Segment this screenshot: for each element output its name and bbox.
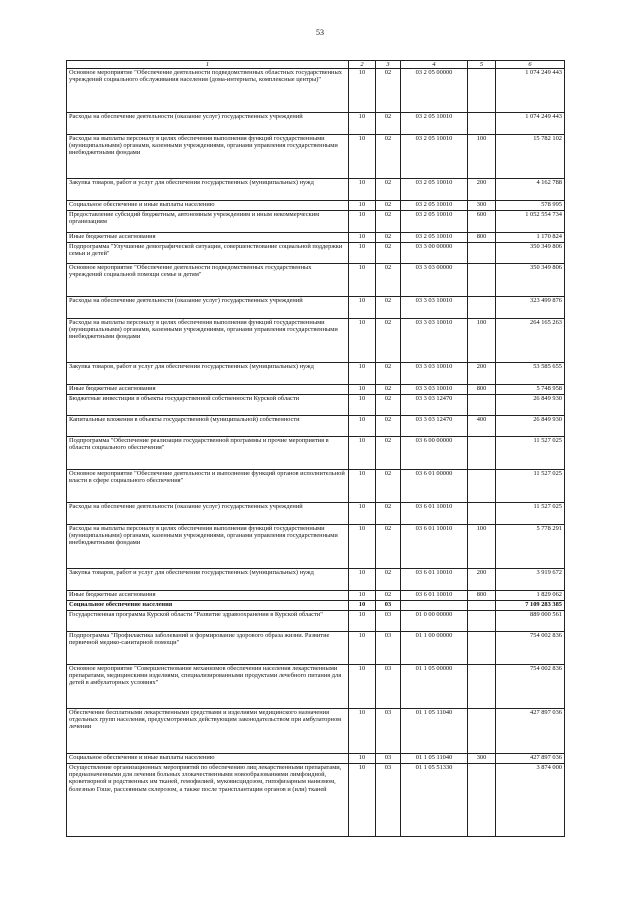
row-col3-cell: 02	[376, 363, 401, 385]
table-row	[67, 264, 565, 297]
row-col3-cell: 02	[376, 201, 401, 211]
row-amount-cell: 5 778 291	[496, 525, 565, 569]
row-type-cell: 800	[468, 233, 496, 243]
row-amount-cell: 350 349 806	[496, 243, 565, 264]
row-name-cell: Основное мероприятие "Обеспечение деятельности подведомственных областных государственных учреждений социального обслуживания населения (дома-интернаты, комплексные центры)"	[67, 69, 349, 113]
row-type-cell: 200	[468, 363, 496, 385]
row-amount-cell: 3 919 672	[496, 569, 565, 591]
row-col2-cell: 10	[349, 233, 376, 243]
row-code-cell: 01 1 05 00000	[401, 665, 468, 709]
row-amount-cell: 323 499 876	[496, 297, 565, 319]
row-code-cell: 01 1 05 11040	[401, 709, 468, 754]
row-amount-cell: 26 849 930	[496, 416, 565, 437]
row-code-cell: 03 3 03 10010	[401, 319, 468, 363]
row-name-cell: Расходы на выплаты персоналу в целях обеспечения выполнения функций государственными (муниципальными) органами, казенными учреждениями, органами управления государственными внебюджетными фондами	[67, 135, 349, 179]
table-row	[67, 297, 565, 319]
row-type-cell	[468, 243, 496, 264]
row-col2-cell: 10	[349, 416, 376, 437]
row-code-cell: 01 1 00 00000	[401, 632, 468, 665]
row-col2-cell: 10	[349, 395, 376, 416]
row-col3-cell: 02	[376, 437, 401, 470]
row-amount-cell: 427 897 036	[496, 754, 565, 764]
table-row	[67, 437, 565, 470]
row-col3-cell: 03	[376, 611, 401, 632]
row-type-cell	[468, 601, 496, 611]
row-amount-cell: 26 849 930	[496, 395, 565, 416]
table-row	[67, 211, 565, 233]
row-name-cell: Иные бюджетные ассигнования	[67, 385, 349, 395]
table-row	[67, 632, 565, 665]
row-type-cell	[468, 437, 496, 470]
table-row	[67, 754, 565, 764]
row-col2-cell: 10	[349, 525, 376, 569]
row-code-cell: 01 1 05 51330	[401, 764, 468, 837]
row-amount-cell: 1 074 249 443	[496, 113, 565, 135]
row-col2-cell: 10	[349, 69, 376, 113]
table-row	[67, 243, 565, 264]
row-type-cell: 300	[468, 201, 496, 211]
row-type-cell: 100	[468, 135, 496, 179]
row-amount-cell: 264 165 263	[496, 319, 565, 363]
row-col3-cell: 02	[376, 416, 401, 437]
row-type-cell: 800	[468, 591, 496, 601]
row-col2-cell: 10	[349, 319, 376, 363]
row-col2-cell: 10	[349, 569, 376, 591]
row-amount-cell: 53 585 655	[496, 363, 565, 385]
table-row	[67, 601, 565, 611]
row-code-cell: 03 3 03 12470	[401, 416, 468, 437]
row-type-cell: 400	[468, 416, 496, 437]
row-amount-cell: 11 527 025	[496, 470, 565, 503]
row-code-cell: 03 2 05 10010	[401, 179, 468, 201]
table-row	[67, 201, 565, 211]
header-col-6: 6	[496, 61, 565, 69]
table-row	[67, 591, 565, 601]
row-name-cell: Расходы на обеспечение деятельности (оказание услуг) государственных учреждений	[67, 113, 349, 135]
row-type-cell	[468, 69, 496, 113]
row-amount-cell: 5 748 958	[496, 385, 565, 395]
row-code-cell: 03 2 05 00000	[401, 69, 468, 113]
row-code-cell: 03 3 03 10010	[401, 363, 468, 385]
row-col3-cell: 02	[376, 211, 401, 233]
row-code-cell: 03 6 01 10010	[401, 525, 468, 569]
row-type-cell	[468, 470, 496, 503]
row-col2-cell: 10	[349, 601, 376, 611]
row-code-cell: 01 1 05 11040	[401, 754, 468, 764]
row-code-cell: 03 6 00 00000	[401, 437, 468, 470]
row-type-cell	[468, 113, 496, 135]
row-col3-cell: 02	[376, 395, 401, 416]
row-col2-cell: 10	[349, 470, 376, 503]
row-type-cell: 600	[468, 211, 496, 233]
table-row	[67, 135, 565, 179]
row-amount-cell: 11 527 025	[496, 503, 565, 525]
row-col3-cell: 02	[376, 113, 401, 135]
row-code-cell: 03 2 05 10010	[401, 233, 468, 243]
row-amount-cell: 1 829 062	[496, 591, 565, 601]
row-type-cell	[468, 665, 496, 709]
row-col2-cell: 10	[349, 179, 376, 201]
row-type-cell	[468, 764, 496, 837]
row-amount-cell: 11 527 025	[496, 437, 565, 470]
row-col3-cell: 02	[376, 569, 401, 591]
row-col2-cell: 10	[349, 264, 376, 297]
row-code-cell	[401, 601, 468, 611]
row-type-cell	[468, 611, 496, 632]
row-code-cell: 03 2 05 10010	[401, 135, 468, 179]
row-amount-cell: 427 897 036	[496, 709, 565, 754]
page-number: 53	[316, 28, 324, 37]
row-col2-cell: 10	[349, 709, 376, 754]
row-type-cell: 200	[468, 179, 496, 201]
header-col-3: 3	[376, 61, 401, 69]
row-col3-cell: 03	[376, 665, 401, 709]
row-amount-cell: 350 349 806	[496, 264, 565, 297]
row-col2-cell: 10	[349, 297, 376, 319]
row-name-cell: Закупка товаров, работ и услуг для обеспечения государственных (муниципальных) нужд	[67, 569, 349, 591]
row-col3-cell: 02	[376, 233, 401, 243]
budget-table	[66, 60, 565, 837]
table-row	[67, 233, 565, 243]
row-col3-cell: 03	[376, 601, 401, 611]
table-row	[67, 363, 565, 385]
row-type-cell	[468, 709, 496, 754]
row-amount-cell: 4 162 788	[496, 179, 565, 201]
row-name-cell: Расходы на обеспечение деятельности (оказание услуг) государственных учреждений	[67, 297, 349, 319]
row-col3-cell: 02	[376, 135, 401, 179]
row-col3-cell: 03	[376, 754, 401, 764]
row-col2-cell: 10	[349, 632, 376, 665]
row-name-cell: Иные бюджетные ассигнования	[67, 591, 349, 601]
header-col-4: 4	[401, 61, 468, 69]
table-row	[67, 611, 565, 632]
row-col3-cell: 02	[376, 503, 401, 525]
row-code-cell: 01 0 00 00000	[401, 611, 468, 632]
table-row	[67, 69, 565, 113]
row-code-cell: 03 6 01 10010	[401, 503, 468, 525]
table-row	[67, 764, 565, 837]
table-row	[67, 416, 565, 437]
row-type-cell	[468, 503, 496, 525]
row-code-cell: 03 3 00 00000	[401, 243, 468, 264]
row-name-cell: Социальное обеспечение и иные выплаты населению	[67, 754, 349, 764]
row-name-cell: Основное мероприятие "Обеспечение деятельности подведомственных государственных учреждений социальной помощи семье и детям"	[67, 264, 349, 297]
table-row	[67, 113, 565, 135]
row-col3-cell: 02	[376, 264, 401, 297]
table-row	[67, 503, 565, 525]
row-type-cell: 300	[468, 754, 496, 764]
row-col2-cell: 10	[349, 754, 376, 764]
row-name-cell: Расходы на выплаты персоналу в целях обеспечения выполнения функций государственными (муниципальными) органами, казенными учреждениями, органами управления государственными внебюджетными фондами	[67, 525, 349, 569]
row-type-cell	[468, 632, 496, 665]
row-col3-cell: 03	[376, 764, 401, 837]
row-name-cell: Основное мероприятие "Обеспечение деятельности и выполнение функций органов исполнительной власти в сфере социального обеспечения"	[67, 470, 349, 503]
row-code-cell: 03 6 01 10010	[401, 591, 468, 601]
row-name-cell: Предоставление субсидий бюджетным, автономным учреждениям и иным некоммерческим организациям	[67, 211, 349, 233]
row-code-cell: 03 6 01 10010	[401, 569, 468, 591]
row-col2-cell: 10	[349, 611, 376, 632]
row-name-cell: Государственная программа Курской области "Развитие здравоохранения в Курской области"	[67, 611, 349, 632]
row-name-cell: Капитальные вложения в объекты государственной (муниципальной) собственности	[67, 416, 349, 437]
row-col3-cell: 02	[376, 243, 401, 264]
row-col3-cell: 02	[376, 69, 401, 113]
header-col-5: 5	[468, 61, 496, 69]
row-type-cell: 100	[468, 525, 496, 569]
row-amount-cell: 1 074 249 443	[496, 69, 565, 113]
row-amount-cell: 578 995	[496, 201, 565, 211]
row-name-cell: Бюджетные инвестиции в объекты государственной собственности Курской области	[67, 395, 349, 416]
row-col2-cell: 10	[349, 113, 376, 135]
row-col3-cell: 02	[376, 319, 401, 363]
row-code-cell: 03 2 05 10010	[401, 211, 468, 233]
row-col2-cell: 10	[349, 764, 376, 837]
row-name-cell: Подпрограмма "Профилактика заболеваний и формирование здорового образа жизни. Развитие первичной медико-санитарной помощи"	[67, 632, 349, 665]
row-code-cell: 03 2 05 10010	[401, 201, 468, 211]
row-amount-cell: 7 109 283 385	[496, 601, 565, 611]
row-name-cell: Иные бюджетные ассигнования	[67, 233, 349, 243]
row-code-cell: 03 3 03 12470	[401, 395, 468, 416]
row-col2-cell: 10	[349, 437, 376, 470]
row-name-cell: Подпрограмма "Улучшение демографической ситуации, совершенствование социальной поддержки семьи и детей"	[67, 243, 349, 264]
row-name-cell: Закупка товаров, работ и услуг для обеспечения государственных (муниципальных) нужд	[67, 179, 349, 201]
row-name-cell: Закупка товаров, работ и услуг для обеспечения государственных (муниципальных) нужд	[67, 363, 349, 385]
table-row	[67, 319, 565, 363]
row-col3-cell: 02	[376, 297, 401, 319]
row-col2-cell: 10	[349, 363, 376, 385]
table-row	[67, 179, 565, 201]
row-type-cell: 800	[468, 385, 496, 395]
row-name-cell: Обеспечение бесплатными лекарственными средствами и изделиями медицинского назначения отдельных групп населения, предусмотренных действующим законодательством при амбулаторном лечении	[67, 709, 349, 754]
table-row	[67, 385, 565, 395]
row-type-cell	[468, 395, 496, 416]
table-row	[67, 665, 565, 709]
table-row	[67, 470, 565, 503]
header-col-2: 2	[349, 61, 376, 69]
row-amount-cell: 3 874 000	[496, 764, 565, 837]
row-amount-cell: 754 002 836	[496, 632, 565, 665]
row-name-cell: Расходы на обеспечение деятельности (оказание услуг) государственных учреждений	[67, 503, 349, 525]
row-col2-cell: 10	[349, 591, 376, 601]
row-amount-cell: 754 002 836	[496, 665, 565, 709]
row-amount-cell: 889 000 561	[496, 611, 565, 632]
table-row	[67, 709, 565, 754]
row-col3-cell: 03	[376, 709, 401, 754]
row-col2-cell: 10	[349, 135, 376, 179]
row-col3-cell: 02	[376, 385, 401, 395]
row-name-cell: Социальное обеспечение и иные выплаты населению	[67, 201, 349, 211]
row-name-cell: Социальное обеспечение населения	[67, 601, 349, 611]
row-amount-cell: 15 782 102	[496, 135, 565, 179]
table-row	[67, 395, 565, 416]
row-col2-cell: 10	[349, 243, 376, 264]
row-col3-cell: 02	[376, 470, 401, 503]
table-row	[67, 569, 565, 591]
row-code-cell: 03 2 05 10010	[401, 113, 468, 135]
row-name-cell: Осуществление организационных мероприятий по обеспечению лиц лекарственными препаратами, предназначенными для лечения больных злокачественными новообразованиями лимфоидной, кроветворной и родственных им тканей, гемофилией, муковисцидозом, гипофизарным нанизмом, болезнью Гоше, рассеянным склерозом, а также после трансплантации органов и (или) тканей	[67, 764, 349, 837]
row-type-cell: 100	[468, 319, 496, 363]
row-col2-cell: 10	[349, 385, 376, 395]
row-code-cell: 03 3 03 00000	[401, 264, 468, 297]
row-name-cell: Основное мероприятие "Совершенствование механизмов обеспечения населения лекарственными препаратами, медицинскими изделиями, специализированными продуктами лечебного питания для детей в амбулаторных условиях"	[67, 665, 349, 709]
row-col3-cell: 02	[376, 179, 401, 201]
row-amount-cell: 1 052 554 734	[496, 211, 565, 233]
row-col3-cell: 03	[376, 632, 401, 665]
row-code-cell: 03 6 01 00000	[401, 470, 468, 503]
table-header-row	[67, 61, 565, 69]
row-col2-cell: 10	[349, 665, 376, 709]
header-col-1: 1	[67, 61, 349, 69]
row-col3-cell: 02	[376, 591, 401, 601]
row-type-cell	[468, 264, 496, 297]
row-code-cell: 03 3 03 10010	[401, 297, 468, 319]
row-name-cell: Расходы на выплаты персоналу в целях обеспечения выполнения функций государственными (муниципальными) органами, казенными учреждениями, органами управления государственными внебюджетными фондами	[67, 319, 349, 363]
row-col2-cell: 10	[349, 503, 376, 525]
row-col2-cell: 10	[349, 201, 376, 211]
row-col2-cell: 10	[349, 211, 376, 233]
row-code-cell: 03 3 03 10010	[401, 385, 468, 395]
table-row	[67, 525, 565, 569]
row-col3-cell: 02	[376, 525, 401, 569]
row-amount-cell: 1 170 824	[496, 233, 565, 243]
row-name-cell: Подпрограмма "Обеспечение реализации государственной программы и прочие мероприятия в области социального обеспечения"	[67, 437, 349, 470]
row-type-cell: 200	[468, 569, 496, 591]
row-type-cell	[468, 297, 496, 319]
